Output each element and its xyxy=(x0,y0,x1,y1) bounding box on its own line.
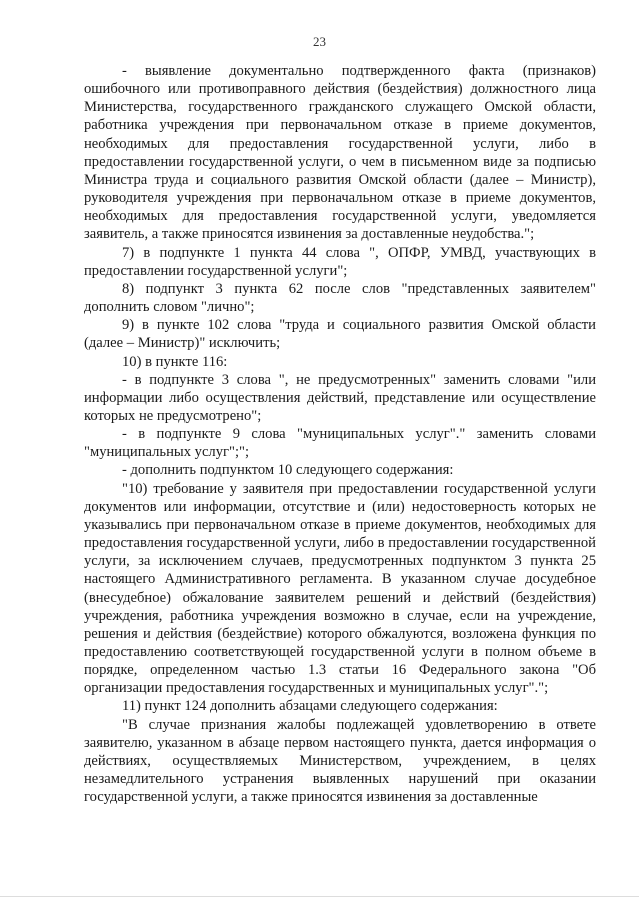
paragraph-item-10-add-sub-10: - дополнить подпунктом 10 следующего содержания: xyxy=(122,462,454,479)
paragraph-item-10-sub-9: - в подпункте 9 слова "муниципальных услуг"." заменить словами "муниципальных услуг";"; xyxy=(84,426,596,461)
paragraph-sub-10-text: "10) требование у заявителя при предоставлении государственной услуги документов или информации, отсутствие и (или) недостоверность которых не указывались при первоначальном отказе в приеме документов, необходимых для предоставления государственной услуги, либо в предоставлении государственной услуги, за исключением случаев, предусмотренных подпунктом 3 пункта 25 настоящего Административного регламента. В указанном случае досудебное (внесудебное) обжалование заявителем решений и действий (бездействия) учреждения, работника учреждения возможно в случае, если на учреждение, решения и действия (бездействие) которого обжалуются, возложена функция по предоставлению соответствующей государственной услуги в полном объеме в порядке, определенном частью 1.3 статьи 16 Федерального закона "Об организации предоставления государственных и муниципальных услуг"."; xyxy=(84,480,596,697)
paragraph-violation-fact: - выявление документально подтвержденного факта (признаков) ошибочного или противоправного действия (бездействия) должностного лица Министерства, государственного гражданского служащего Омской области, работника учреждения при первоначальном отказе в приеме документов, необходимых для предоставления государственной услуги, либо в предоставлении государственной услуги, о чем в письменном виде за подписью Министра труда и социального развития Омской области (далее – Министр), руководителя учреждения при первоначальном отказе в приеме документов, необходимых для предоставления государственной услуги, уведомляется заявитель, а также приносятся извинения за доставленные неудобства."; xyxy=(84,63,596,243)
page-number: 23 xyxy=(313,34,326,49)
paragraph-item-10-sub-3: - в подпункте 3 слова ", не предусмотренных" заменить словами "или информации либо осуществления действий, представление или осуществление которых не предусмотрено"; xyxy=(84,371,596,424)
paragraph-item-8: 8) подпункт 3 пункта 62 после слов "представленных заявителем" дополнить словом "лично"; xyxy=(84,280,596,316)
document-body xyxy=(84,62,596,806)
paragraph-item-7: 7) в подпункте 1 пункта 44 слова ", ОПФР, УМВД, участвующих в предоставлении государственной услуги"; xyxy=(84,244,596,279)
paragraph-item-11: 11) пункт 124 дополнить абзацами следующего содержания: xyxy=(122,698,498,715)
paragraph-item-9: 9) в пункте 102 слова "труда и социального развития Омской области (далее – Министр)" исключить; xyxy=(84,317,596,352)
paragraph-complaint-response: "В случае признания жалобы подлежащей удовлетворению в ответе заявителю, указанном в абзаце первом настоящего пункта, дается информация о действиях, осуществляемых Министерством, учреждением, в целях незамедлительного устранения выявленных нарушений при оказании государственной услуги, а также приносятся извинения за доставленные xyxy=(84,716,596,806)
page-bottom-edge xyxy=(0,896,639,897)
paragraph-item-10: 10) в пункте 116: xyxy=(122,353,228,370)
